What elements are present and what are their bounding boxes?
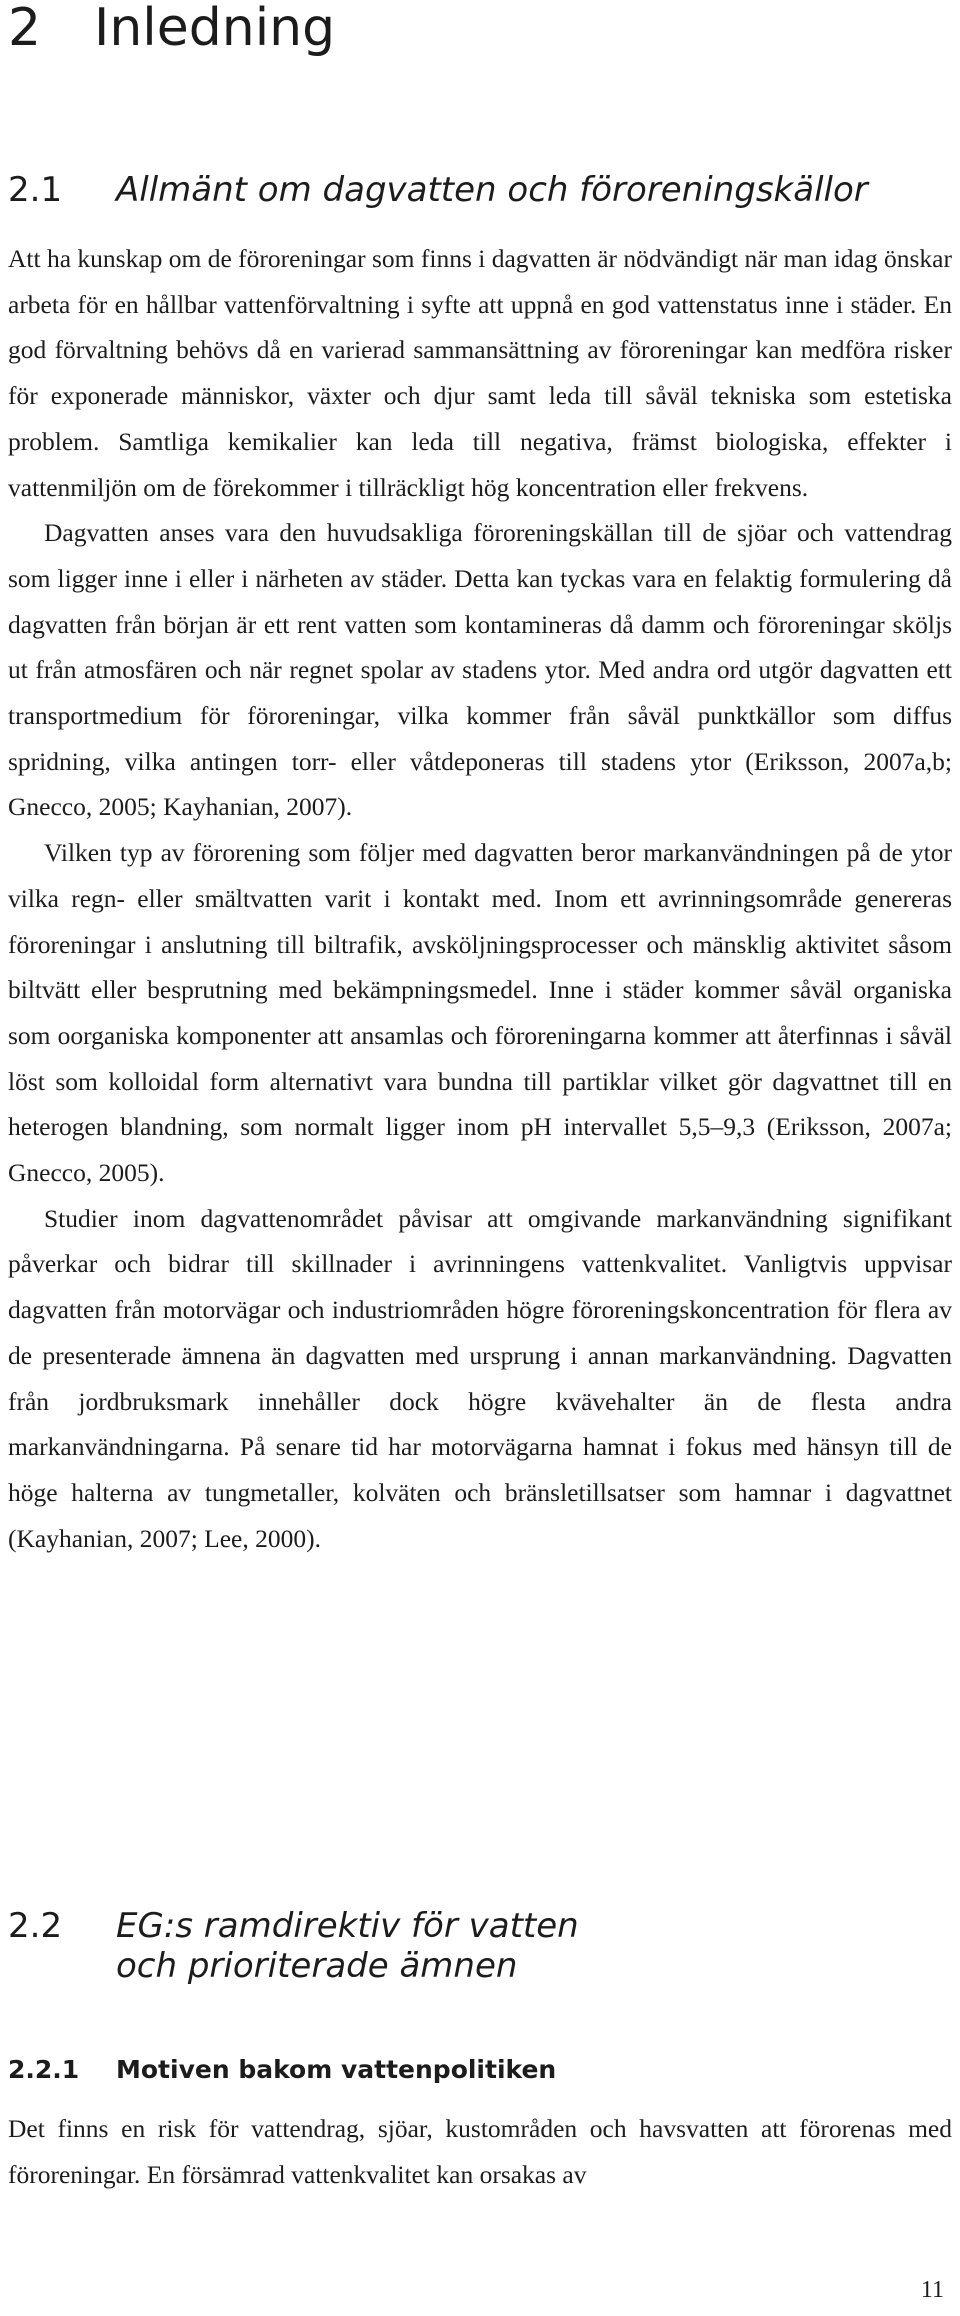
paragraph-4: Studier inom dagvattenområdet påvisar att omgivande markanvändning signifikant påverkar och bidrar till skillnader i avrinningens vattenkvalitet. Vanligtvis uppvisar dagvatten från motorvägar och industriområden högre föroreningskoncentration för flera av de presenterade ämnena än dagvatten med ursprung i annan markanvändning. Dagvatten från jordbruksmark innehåller dock högre kvävehalter än de flesta andra markanvändningarna. På senare tid har motorvägarna hamnat i fokus med hänsyn till de höge halterna av tungmetaller, kolväten och bränsletillsatser som hamnar i dagvattnet (Kayhanian, 2007; Lee, 2000).: [8, 1203, 952, 1553]
section-2-2-1-number: 2.2.1: [8, 2055, 80, 2084]
section-2-1-heading: [8, 170, 868, 210]
section-2-1-number: 2.1: [8, 170, 63, 210]
section-2-2-1-body: [8, 2106, 952, 2197]
paragraph-1: Att ha kunskap om de föroreningar som finns i dagvatten är nödvändigt när man idag önskar arbeta för en hållbar vattenförvaltning i syfte att uppnå en god vattenstatus inne i städer. En god förvaltning behövs då en varierad sammansättning av föroreningar kan medföra risker för exponerade människor, växter och djur samt leda till såväl tekniska som estetiska problem. Samtliga kemikalier kan leda till negativa, främst biologiska, effekter i vattenmiljön om de förekommer i tillräckligt hög koncentration eller frekvens.: [8, 244, 952, 502]
document-page: [8, 0, 952, 2316]
section-2-2-1-heading: [8, 2055, 556, 2085]
paragraph-3: Vilken typ av förorening som följer med dagvatten beror markanvändningen på de ytor vilka regn- eller smältvatten varit i kontakt med. Inom ett avrinningsområde genereras föroreningar i anslutning till biltrafik, avsköljningsprocesser och mänsklig aktivitet såsom biltvätt eller besprutning med bekämpningsmedel. Inne i städer kommer såväl organiska som oorganiska komponenter att ansamlas och föroreningarna kommer att återfinnas i såväl löst som kolloidal form alternativt vara bundna till partiklar vilket gör dagvattnet till en heterogen blandning, som normalt ligger inom pH intervallet 5,5–9,3 (Eriksson, 2007a; Gnecco, 2005).: [8, 838, 952, 1188]
section-2-2-heading: [8, 1906, 579, 1986]
paragraph-2: Dagvatten anses vara den huvudsakliga föroreningskällan till de sjöar och vattendrag som ligger inne i eller i närheten av städer. Detta kan tyckas vara en felaktig formulering då dagvatten från början är ett rent vatten som kontamineras då damm och föroreningar sköljs ut från atmosfären och när regnet spolar av stadens ytor. Med andra ord utgör dagvatten ett transportmedium för föroreningar, vilka kommer från såväl punktkällor som diffus spridning, vilka antingen torr- eller våtdeponeras till stadens ytor (Eriksson, 2007a,b; Gnecco, 2005; Kayhanian, 2007).: [8, 518, 952, 822]
section-2-1-title: Allmänt om dagvatten och föroreningskällor: [116, 170, 868, 210]
chapter-title: Inledning: [94, 0, 336, 58]
section-2-2-title-line2: och prioriterade ämnen: [116, 1946, 518, 1986]
page-number: 11: [920, 2277, 944, 2303]
chapter-heading: [8, 0, 335, 56]
section-2-2-number: 2.2: [8, 1906, 63, 1946]
section-2-2-title-line1: EG:s ramdirektiv för vatten: [116, 1906, 579, 1946]
paragraph-5: Det finns en risk för vattendrag, sjöar, kustområden och havsvatten att förorenas med föroreningar. En försämrad vattenkvalitet kan orsakas av: [8, 2114, 952, 2189]
chapter-number: 2: [8, 0, 42, 58]
section-2-2-1-title: Motiven bakom vattenpolitiken: [116, 2055, 557, 2084]
section-2-1-body: [8, 236, 952, 1561]
